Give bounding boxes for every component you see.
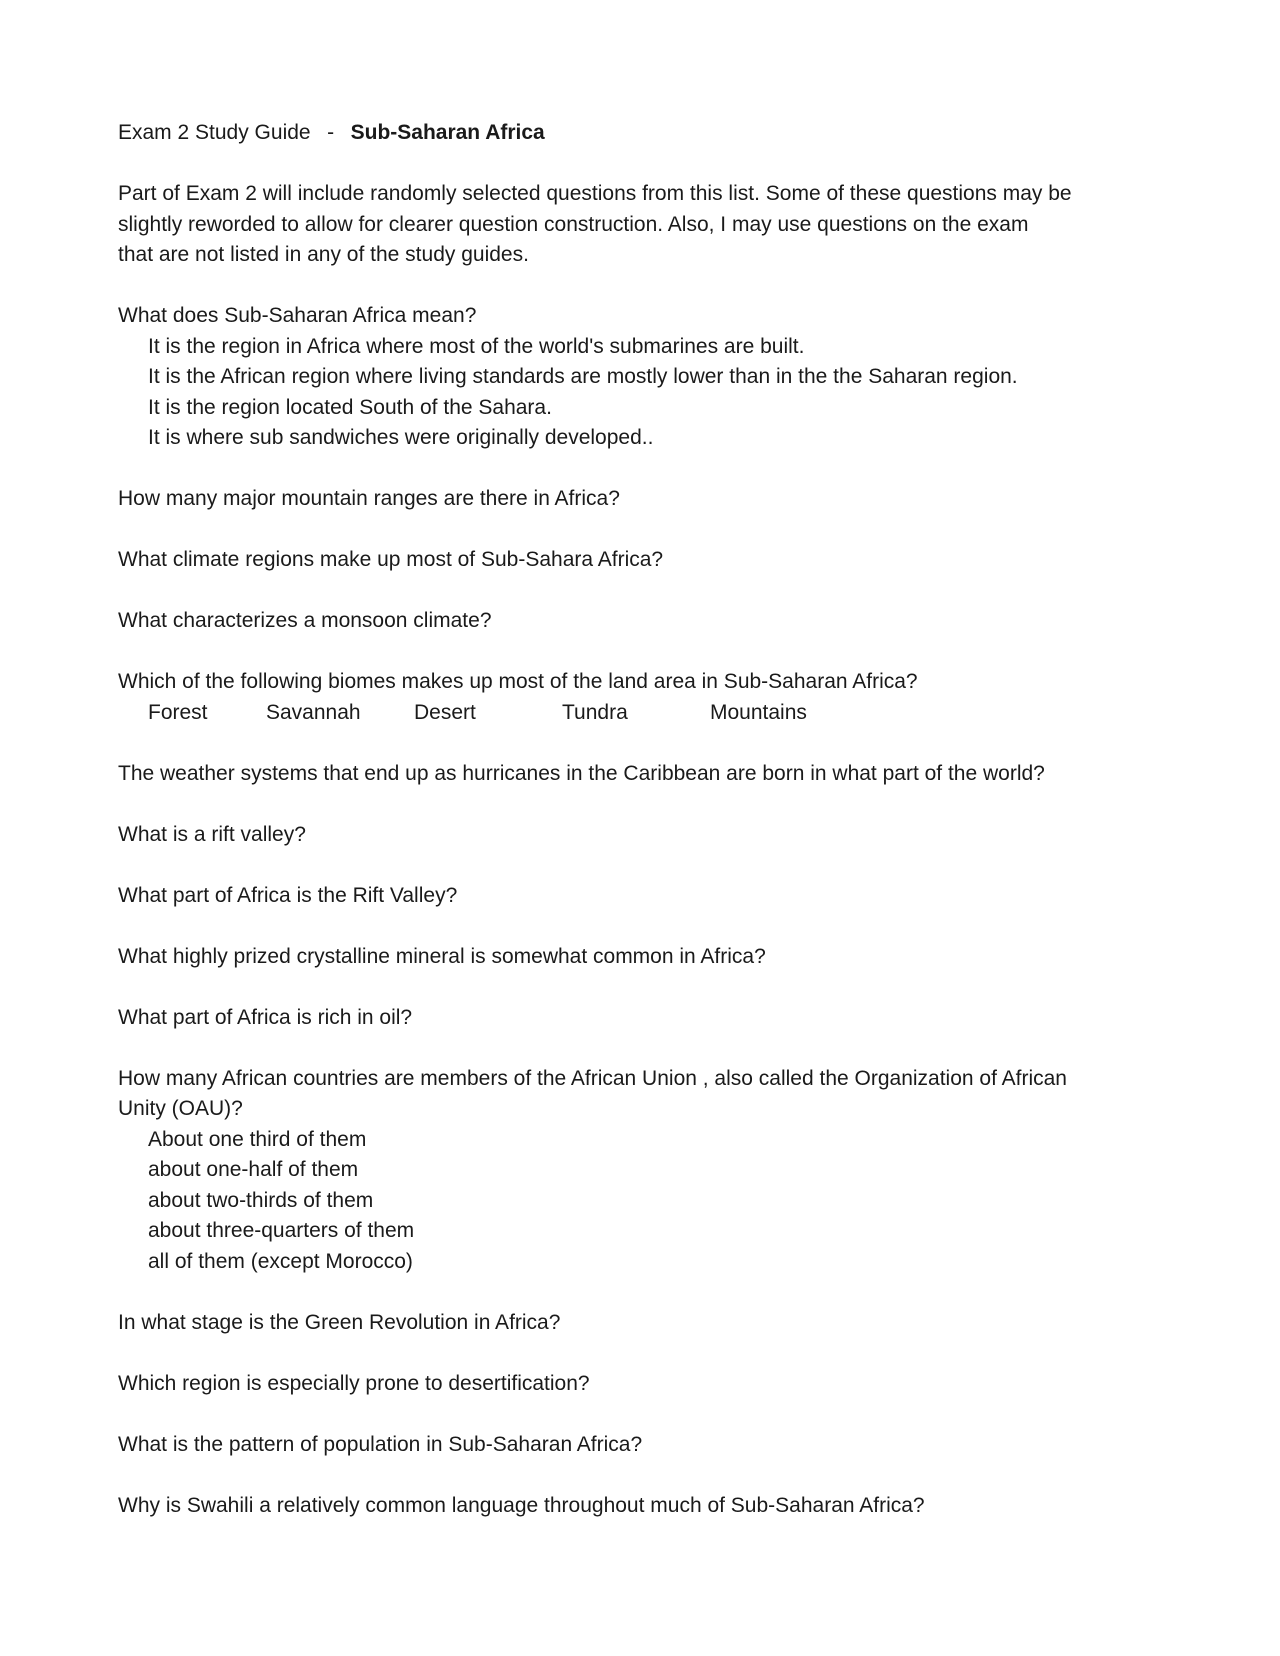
answer-option: about three-quarters of them — [148, 1219, 415, 1242]
answer-option: It is where sub sandwiches were originally developed.. — [148, 426, 654, 449]
question-2: How many major mountain ranges are there in Africa? — [118, 487, 620, 510]
question-13: Which region is especially prone to desertification? — [118, 1371, 590, 1395]
intro-line: slightly reworded to allow for clearer question construction. Also, I may use questions on the exam — [118, 212, 1029, 236]
answer-option: Desert — [414, 700, 476, 724]
answer-option: about one-half of them — [148, 1158, 359, 1181]
question-12: In what stage is the Green Revolution in Africa? — [118, 1310, 561, 1334]
answer-option: Savannah — [266, 700, 361, 724]
question-9: What highly prized crystalline mineral is somewhat common in Africa? — [118, 944, 766, 968]
question-1 — [118, 301, 1178, 454]
page-title — [118, 118, 1178, 149]
answer-option: Forest — [148, 700, 208, 724]
answer-option: all of them (except Morocco) — [148, 1249, 413, 1273]
question-7: What is a rift valley? — [118, 822, 306, 846]
answer-option: It is the African region where living standards are mostly lower than in the the Saharan region. — [148, 365, 1018, 388]
question-text: What does Sub-Saharan Africa mean? — [118, 304, 477, 327]
biome-options — [118, 698, 1178, 729]
answer-option: It is the region in Africa where most of the world's submarines are built. — [148, 334, 805, 358]
question-8: What part of Africa is the Rift Valley? — [118, 883, 458, 907]
intro-paragraph — [118, 179, 1178, 271]
answer-option: It is the region located South of the Sahara. — [148, 395, 552, 419]
intro-line: that are not listed in any of the study guides. — [118, 243, 529, 266]
question-15: Why is Swahili a relatively common language throughout much of Sub-Saharan Africa? — [118, 1493, 925, 1517]
question-text: Unity (OAU)? — [118, 1097, 243, 1120]
study-guide-page — [118, 118, 1178, 1521]
question-5 — [118, 667, 1178, 728]
title-separator: - — [327, 121, 335, 144]
title-subject: Sub-Saharan Africa — [350, 121, 545, 144]
question-3: What climate regions make up most of Sub-Sahara Africa? — [118, 548, 664, 571]
intro-line: Part of Exam 2 will include randomly selected questions from this list. Some of these questions may be — [118, 182, 1072, 205]
answer-option: Mountains — [710, 700, 807, 724]
question-4: What characterizes a monsoon climate? — [118, 609, 492, 632]
answer-option: about two-thirds of them — [148, 1188, 374, 1212]
answer-option: Tundra — [562, 700, 628, 724]
question-text: How many African countries are members of the African Union , also called the Organization of African — [118, 1066, 1067, 1090]
question-11 — [118, 1064, 1178, 1278]
question-text: Which of the following biomes makes up most of the land area in Sub-Saharan Africa? — [118, 670, 918, 693]
title-main: Exam 2 Study Guide — [118, 121, 311, 144]
question-14: What is the pattern of population in Sub-Saharan Africa? — [118, 1432, 643, 1456]
answer-option: About one third of them — [148, 1127, 367, 1151]
question-10: What part of Africa is rich in oil? — [118, 1005, 413, 1029]
question-6: The weather systems that end up as hurricanes in the Caribbean are born in what part of the world? — [118, 761, 1045, 785]
